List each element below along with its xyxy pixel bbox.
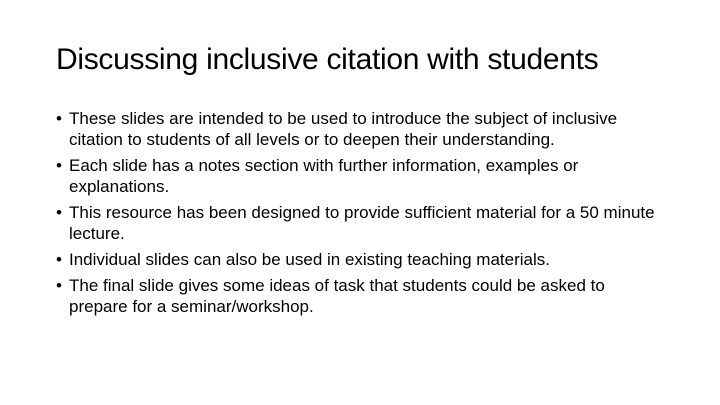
bullet-dot-icon: •: [56, 203, 62, 222]
bullet-item: [56, 202, 656, 244]
slide-title: Discussing inclusive citation with students: [56, 43, 599, 76]
bullet-text: These slides are intended to be used to introduce the subject of inclusive citation to students of all levels or to deepen their understanding.: [69, 109, 618, 149]
bullet-text: The final slide gives some ideas of task that students could be asked to prepare for a seminar/workshop.: [69, 276, 605, 316]
bullet-item: [56, 108, 656, 150]
bullet-text: Each slide has a notes section with further information, examples or explanations.: [69, 156, 579, 196]
bullet-list: [56, 108, 656, 322]
bullet-text: Individual slides can also be used in existing teaching materials.: [69, 250, 550, 269]
bullet-dot-icon: •: [56, 156, 62, 175]
bullet-dot-icon: •: [56, 109, 62, 128]
bullet-text: This resource has been designed to provide sufficient material for a 50 minute lecture.: [69, 203, 655, 243]
bullet-item: [56, 249, 656, 270]
bullet-dot-icon: •: [56, 250, 62, 269]
bullet-dot-icon: •: [56, 276, 62, 295]
bullet-item: [56, 155, 656, 197]
bullet-item: [56, 275, 656, 317]
